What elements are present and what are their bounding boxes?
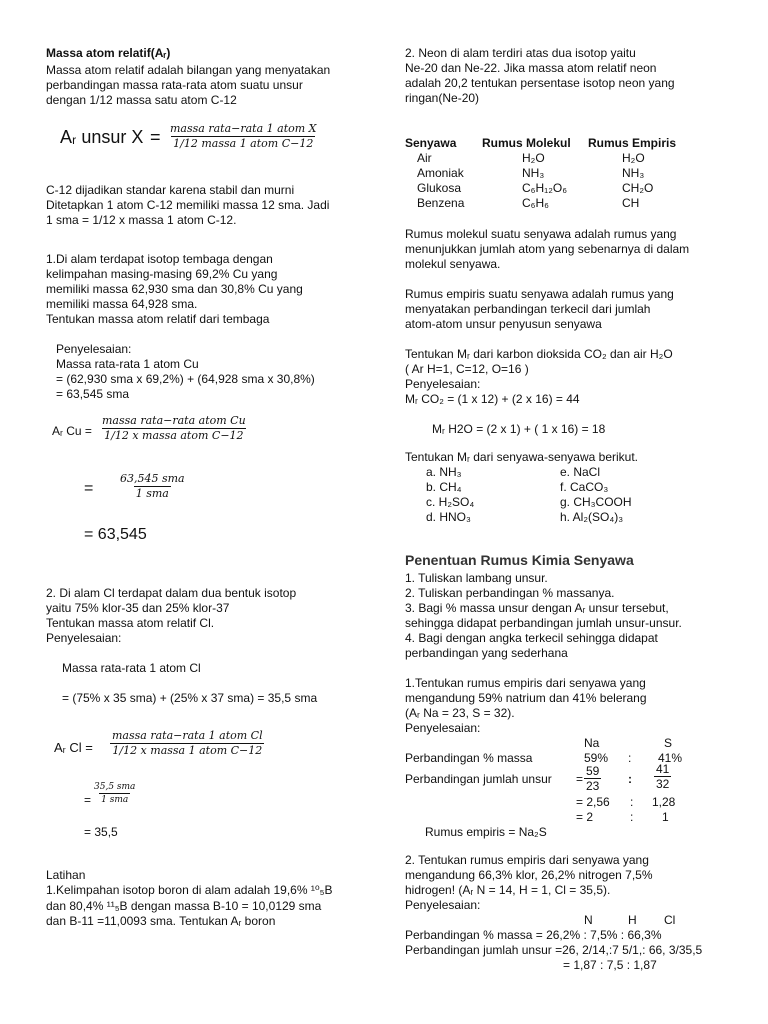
rumus-empiris-def-1: Rumus empiris suatu senyawa adalah rumus yang [405,287,674,301]
mr-line-3: Penyelesaian: [405,377,481,391]
ex1-line-5: Tentukan massa atom relatif dari tembaga [46,312,270,326]
mr-exercise-c: c. H₂SO₄ [426,495,475,509]
penentuan-heading: Penentuan Rumus Kimia Senyawa [405,552,634,568]
table-row-3-molekul: C₆H₁₂O₆ [522,181,568,195]
rumus-empiris-def-3: atom-atom unsur penyusun senyawa [405,317,602,331]
table-row-2-senyawa: Amoniak [417,166,464,180]
neon-line-3: adalah 20,2 tentukan persentase isotop neon yang [405,76,675,90]
re2-line-4: Penyelesaian: [405,898,481,912]
table-row-2-empiris: NH₃ [622,166,645,180]
re1-pj-label: Perbandingan jumlah unsur [405,772,552,786]
re1-r2-s: 1 [662,810,669,824]
re1-pj-s-den: 32 [656,777,670,791]
ex1-line-3: memiliki massa 62,930 sma dan 30,8% Cu yang [46,282,303,296]
re1-pj-na-den: 23 [586,779,600,793]
re1-line-2: mengandung 59% natrium dan 41% belerang [405,691,647,705]
re2-head-n: N [584,913,593,927]
ex1-equals-2: = [84,480,94,497]
re2-pm-line: Perbandingan % massa = 26,2% : 7,5% : 66,3% [405,928,662,942]
ex1-solution-line-1: Massa rata-rata 1 atom Cu [56,357,199,371]
section-title-massa-atom-relatif: Massa atom relatif(Aᵣ) [46,46,171,60]
table-row-1-molekul: H₂O [522,151,545,165]
re1-pj-s-num: 41 [656,762,670,776]
mr-exercise-d: d. HNO₃ [426,510,471,524]
ex1-line-1: 1.Di alam terdapat isotop tembaga dengan [46,252,273,266]
re2-result-line: = 1,87 : 7,5 : 1,87 [563,958,657,972]
re1-pm-na: 59% [584,751,609,765]
table-row-3-empiris: CH₂O [622,181,654,195]
rumus-empiris-def-2: menyatakan perbandingan terkecil dari jumlah [405,302,651,316]
mr-co2: Mᵣ CO₂ = (1 x 12) + (2 x 16) = 44 [405,392,580,406]
step-4: 4. Bagi dengan angka terkecil sehingga didapat [405,631,658,645]
re1-pj-frac-s [654,762,671,791]
ex2-result: = 35,5 [84,825,118,839]
mr-exercise-a: a. NH₃ [426,465,462,479]
formula-denominator: 1/12 massa 1 atom C−12 [173,137,314,150]
re1-r1-s: 1,28 [652,795,676,809]
re1-r2-sep: : [630,810,634,824]
ex1-solution-label: Penyelesaian: [56,342,132,356]
mr-line-2: ( Ar H=1, C=12, O=16 ) [405,362,529,376]
re1-result: Rumus empiris = Na₂S [425,825,547,839]
mr-exercise-g: g. CH₃COOH [560,495,632,509]
latihan-line-1: 1.Kelimpahan isotop boron di alam adalah 19,6% ¹⁰₅B [46,883,333,897]
ex2-frac-lhs: Aᵣ Cl = [54,740,93,755]
ex2-frac-denominator: 1/12 x massa 1 atom C−12 [112,744,263,757]
re1-pj-na-num: 59 [586,764,600,778]
table-header-senyawa: Senyawa [405,136,457,150]
mr-exercise-f: f. CaCO₃ [560,480,609,494]
formula-lhs: Aᵣ unsur X [60,127,144,147]
ex2-equals-2: = [84,793,92,807]
latihan-line-2: dan 80,4% ¹¹₅B dengan massa B-10 = 10,0129 sma [46,899,322,913]
mr-line-1: Tentukan Mᵣ dari karbon dioksida CO₂ dan air H₂O [405,347,673,361]
formula-fraction [168,122,319,151]
re2-head-cl: Cl [664,913,676,927]
mr-exercise-title: Tentukan Mᵣ dari senyawa-senyawa berikut. [405,450,638,464]
ex1-frac-denominator: 1/12 x massa atom C−12 [104,429,244,442]
table-row-3-senyawa: Glukosa [417,181,462,195]
re1-pm-s: 41% [658,751,683,765]
mr-exercise-b: b. CH₄ [426,480,462,494]
re1-pj-equals: = [576,772,584,786]
table-row-2-molekul: NH₃ [522,166,545,180]
re1-pm-label: Perbandingan % massa [405,751,533,765]
ex1-solution-line-3: = 63,545 sma [56,387,130,401]
ex2-line-3: Tentukan massa atom relatif Cl. [46,616,215,630]
step-2: 2. Tuliskan perbandingan % massanya. [405,586,615,600]
step-4-cont: perbandingan yang sederhana [405,646,568,660]
re1-line-3: (Aᵣ Na = 23, S = 32). [405,706,515,720]
ex2-frac2-numerator: 35,5 sma [94,782,136,792]
latihan-line-3: dan B-11 =11,0093 sma. Tentukan Aᵣ boron [46,914,276,928]
ex1-fraction [100,414,248,443]
definition-line-3: dengan 1/12 massa satu atom C-12 [46,93,237,107]
table-row-4-molekul: C₆H₆ [522,196,550,210]
ex1-frac-numerator: massa rata−rata atom Cu [102,414,246,427]
ex1-frac-lhs: Aᵣ Cu = [52,424,92,438]
table-row-1-empiris: H₂O [622,151,645,165]
rumus-molekul-def-3: molekul senyawa. [405,257,501,271]
mr-exercise-e: e. NaCl [560,465,601,479]
re1-head-s: S [664,736,673,750]
formula-numerator: massa rata−rata 1 atom X [170,122,317,135]
definition-line-2: perbandingan massa rata-rata atom suatu unsur [46,78,303,92]
ex1-line-4: memiliki massa 64,928 sma. [46,297,198,311]
ex2-solution-line-1: Massa rata-rata 1 atom Cl [62,661,201,675]
re1-head-na: Na [584,736,600,750]
re1-pj-frac-na [584,764,601,793]
ex1-fraction-2 [118,472,187,501]
step-1: 1. Tuliskan lambang unsur. [405,571,548,585]
ex1-result: = 63,545 [84,526,147,543]
table-row-4-senyawa: Benzena [417,196,465,210]
re1-line-4: Penyelesaian: [405,721,481,735]
rumus-molekul-def-1: Rumus molekul suatu senyawa adalah rumus yang [405,227,677,241]
ex2-frac-numerator: massa rata−rata 1 atom Cl [112,729,263,742]
neon-line-1: 2. Neon di alam terdiri atas dua isotop yaitu [405,46,636,60]
neon-line-2: Ne-20 dan Ne-22. Jika massa atom relatif neon [405,61,657,75]
table-row-4-empiris: CH [622,196,640,210]
ex1-frac2-denominator: 1 sma [135,487,169,500]
re2-head-h: H [628,913,637,927]
re1-r1-na: = 2,56 [576,795,610,809]
latihan-heading: Latihan [46,868,86,882]
ex1-line-2: kelimpahan masing-masing 69,2% Cu yang [46,267,278,281]
c12-line-1: C-12 dijadikan standar karena stabil dan murni [46,183,295,197]
rumus-molekul-def-2: menunjukkan jumlah atom yang sebenarnya di dalam [405,242,690,256]
ex2-solution-line-2: = (75% x 35 sma) + (25% x 37 sma) = 35,5 sma [62,691,318,705]
c12-line-3: 1 sma = 1/12 x massa 1 atom C-12. [46,213,237,227]
formula-equals: = [150,127,161,147]
re2-pj-line: Perbandingan jumlah unsur =26, 2/14,:7 5/1,: 66, 3/35,5 [405,943,703,957]
table-row-1-senyawa: Air [417,151,432,165]
re2-line-2: mengandung 66,3% klor, 26,2% nitrogen 7,5% [405,868,653,882]
ex2-line-4: Penyelesaian: [46,631,122,645]
mr-h2o: Mᵣ H2O = (2 x 1) + ( 1 x 16) = 18 [432,422,606,436]
step-3: 3. Bagi % massa unsur dengan Aᵣ unsur tersebut, [405,601,669,615]
neon-line-4: ringan(Ne-20) [405,91,480,105]
ex2-fraction-2 [92,781,137,806]
ex2-fraction [110,729,265,758]
table-header-rumus-molekul: Rumus Molekul [482,136,571,150]
step-3-cont: sehingga didapat perbandingan jumlah unsur-unsur. [405,616,682,630]
definition-line-1: Massa atom relatif adalah bilangan yang menyatakan [46,63,331,77]
re2-line-1: 2. Tentukan rumus empiris dari senyawa yang [405,853,649,867]
table-header-rumus-empiris: Rumus Empiris [588,136,677,150]
ex2-line-2: yaitu 75% klor-35 dan 25% klor-37 [46,601,230,615]
re1-line-1: 1.Tentukan rumus empiris dari senyawa yang [405,676,646,690]
c12-line-2: Ditetapkan 1 atom C-12 memiliki massa 12 sma. Jadi [46,198,330,212]
ex1-solution-line-2: = (62,930 sma x 69,2%) + (64,928 sma x 30,8%) [56,372,315,386]
re1-pm-sep: : [628,751,632,765]
re1-pj-sep: : [628,772,632,786]
ex2-line-1: 2. Di alam Cl terdapat dalam dua bentuk isotop [46,586,297,600]
mr-exercise-h: h. Al₂(SO₄)₃ [560,510,624,524]
re1-r2-na: = 2 [576,810,594,824]
ex1-frac2-numerator: 63,545 sma [120,472,185,485]
re2-line-3: hidrogen! (Aᵣ N = 14, H = 1, Cl = 35,5). [405,883,611,897]
re1-r1-sep: : [630,795,634,809]
ex2-frac2-denominator: 1 sma [101,795,129,805]
